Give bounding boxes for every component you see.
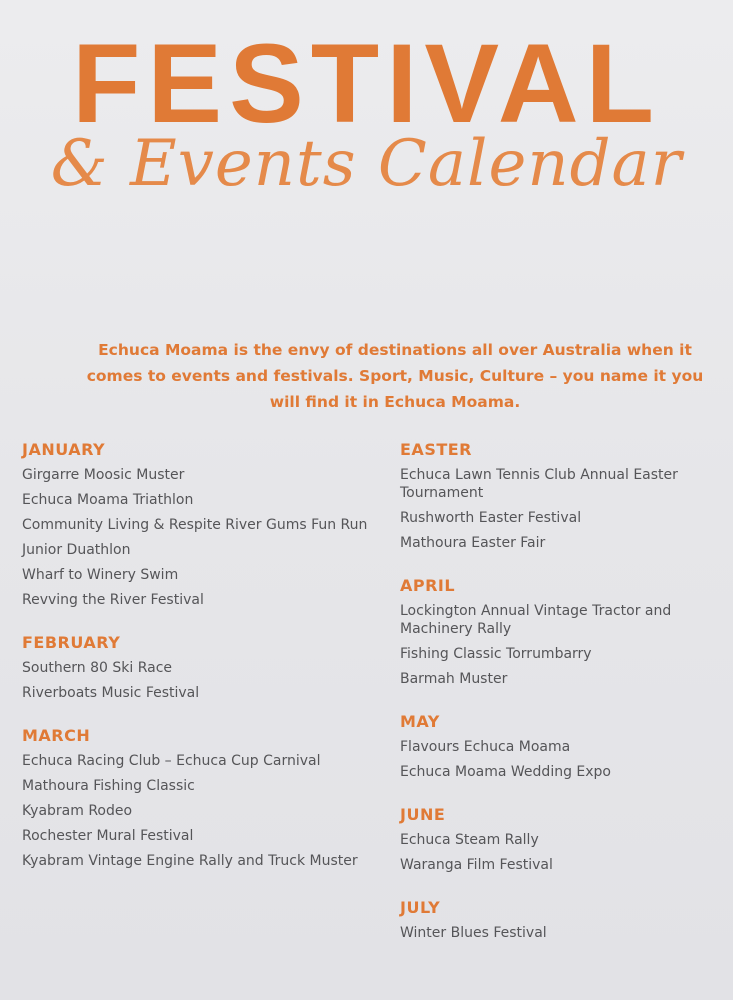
page-subtitle: & Events Calendar — [50, 127, 683, 201]
event-item: Winter Blues Festival — [400, 925, 547, 941]
month-heading: JANUARY — [22, 440, 106, 459]
event-item: Girgarre Moosic Muster — [22, 467, 185, 483]
event-item: Barmah Muster — [400, 671, 508, 687]
event-item: Echuca Lawn Tennis Club Annual Easter Tournament — [400, 467, 678, 501]
event-item: Junior Duathlon — [22, 542, 131, 558]
month-section-april — [400, 576, 720, 688]
event-item: Community Living & Respite River Gums Fun Run — [22, 517, 368, 533]
month-heading: MARCH — [22, 726, 91, 745]
month-heading: FEBRUARY — [22, 633, 121, 652]
event-item: Kyabram Rodeo — [22, 803, 133, 819]
month-heading: APRIL — [400, 576, 456, 595]
month-section-easter — [400, 440, 720, 552]
event-item: Rochester Mural Festival — [22, 828, 194, 844]
month-heading: MAY — [400, 712, 440, 731]
event-item: Waranga Film Festival — [400, 857, 553, 873]
event-item: Riverboats Music Festival — [22, 685, 200, 701]
event-item: Lockington Annual Vintage Tractor and Machinery Rally — [400, 603, 672, 637]
left-column — [22, 440, 372, 894]
month-heading: JUNE — [400, 805, 446, 824]
month-section-january — [22, 440, 372, 609]
page-title: FESTIVAL — [71, 21, 662, 146]
event-item: Echuca Moama Wedding Expo — [400, 764, 611, 780]
month-section-march — [22, 726, 372, 870]
event-item: Echuca Steam Rally — [400, 832, 539, 848]
event-item: Rushworth Easter Festival — [400, 510, 582, 526]
intro-paragraph: Echuca Moama is the envy of destinations all over Australia when it comes to events and festivals. Sport, Music, Culture – you name it you will find it in Echuca Moama. — [86, 341, 704, 411]
event-item: Wharf to Winery Swim — [22, 567, 179, 583]
event-item: Revving the River Festival — [22, 592, 204, 608]
month-section-may — [400, 712, 720, 781]
month-section-july — [400, 898, 720, 942]
event-item: Southern 80 Ski Race — [22, 660, 173, 676]
event-item: Fishing Classic Torrumbarry — [400, 646, 592, 662]
event-item: Mathoura Easter Fair — [400, 535, 546, 551]
event-item: Echuca Moama Triathlon — [22, 492, 194, 508]
month-section-june — [400, 805, 720, 874]
event-item: Mathoura Fishing Classic — [22, 778, 195, 794]
event-item: Flavours Echuca Moama — [400, 739, 571, 755]
month-heading: JULY — [400, 898, 441, 917]
right-column — [400, 440, 720, 966]
month-heading: EASTER — [400, 440, 472, 459]
month-section-february — [22, 633, 372, 702]
event-item: Echuca Racing Club – Echuca Cup Carnival — [22, 753, 321, 769]
event-item: Kyabram Vintage Engine Rally and Truck Muster — [22, 853, 358, 869]
